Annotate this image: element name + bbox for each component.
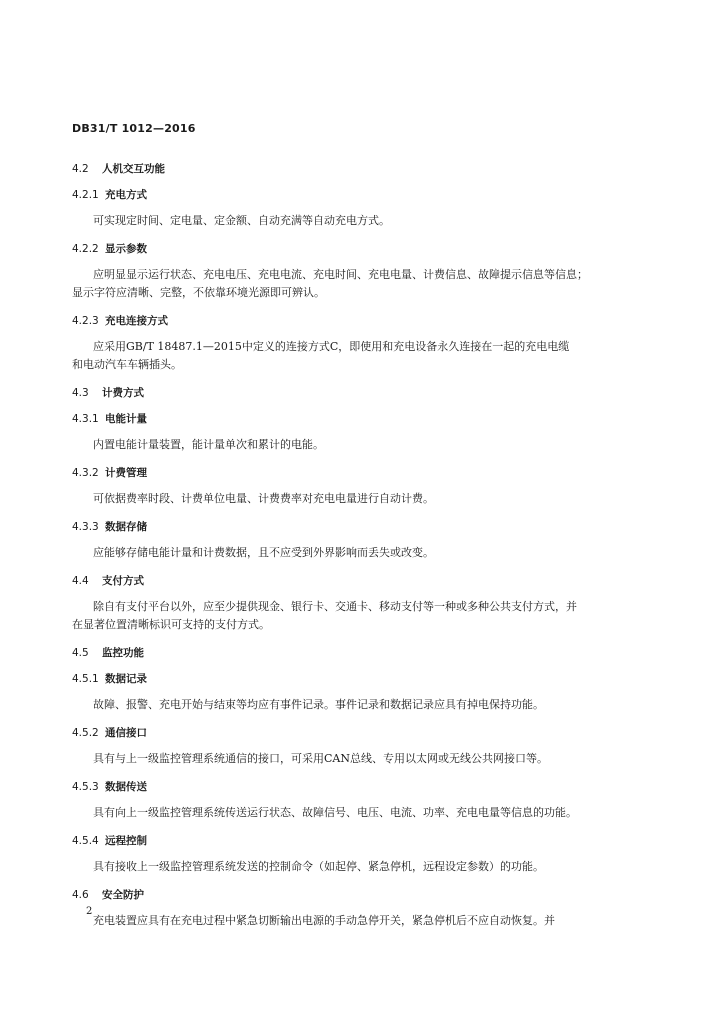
- section-title: 计费方式: [102, 387, 144, 399]
- section-heading: [72, 832, 652, 851]
- paragraph-line: 显示字符应清晰、完整，不依靠环境光源即可辨认。: [72, 286, 325, 299]
- section-number: 4.5.4: [72, 835, 99, 847]
- section-number: 4.2.3: [72, 315, 99, 327]
- section-heading: [72, 572, 652, 591]
- section-title: 通信接口: [105, 727, 147, 739]
- page-number: 2: [86, 906, 93, 917]
- section-number: 4.5.3: [72, 781, 99, 793]
- paragraph-line: 应采用GB/T 18487.1—2015中定义的连接方式C，即使用和充电设备永久连接在一起的充电电缆: [93, 340, 570, 353]
- section-title: 安全防护: [102, 889, 144, 901]
- section-heading: [72, 160, 652, 179]
- section-paragraph: [72, 804, 652, 822]
- section-paragraph: [72, 436, 652, 454]
- section-heading: [72, 778, 652, 797]
- paragraph-line: 充电装置应具有在充电过程中紧急切断输出电源的手动急停开关，紧急停机后不应自动恢复。并: [93, 914, 555, 927]
- paragraph-line: 具有接收上一级监控管理系统发送的控制命令（如起停、紧急停机，远程设定参数）的功能。: [93, 860, 544, 873]
- section-paragraph: [72, 912, 652, 930]
- section-heading: [72, 518, 652, 537]
- paragraph-line: 应能够存储电能计量和计费数据，且不应受到外界影响而丢失或改变。: [93, 546, 434, 559]
- section-title: 显示参数: [105, 243, 147, 255]
- section-number: 4.3.2: [72, 467, 99, 479]
- paragraph-line: 具有向上一级监控管理系统传送运行状态、故障信号、电压、电流、功率、充电电量等信息的功能。: [93, 806, 577, 819]
- paragraph-line: 应明显显示运行状态、充电电压、充电电流、充电时间、充电电量、计费信息、故障提示信息等信息；: [93, 268, 588, 281]
- section-title: 充电方式: [105, 189, 147, 201]
- section-paragraph: [72, 750, 652, 768]
- section-heading: [72, 670, 652, 689]
- paragraph-line: 具有与上一级监控管理系统通信的接口，可采用CAN总线、专用以太网或无线公共网接口等。: [93, 752, 548, 765]
- section-heading: [72, 644, 652, 663]
- section-number: 4.2: [72, 163, 89, 175]
- section-number: 4.3.3: [72, 521, 99, 533]
- section-paragraph: [72, 696, 652, 714]
- document-body: [72, 160, 652, 940]
- paragraph-line: 和电动汽车车辆插头。: [72, 358, 182, 371]
- section-heading: [72, 410, 652, 429]
- section-title: 人机交互功能: [102, 163, 165, 175]
- section-paragraph: [72, 598, 652, 634]
- section-heading: [72, 312, 652, 331]
- section-heading: [72, 464, 652, 483]
- paragraph-line: 在显著位置清晰标识可支持的支付方式。: [72, 618, 270, 631]
- section-number: 4.5.2: [72, 727, 99, 739]
- section-number: 4.3: [72, 387, 89, 399]
- paragraph-line: 可实现定时间、定电量、定金额、自动充满等自动充电方式。: [93, 214, 390, 227]
- section-title: 数据传送: [105, 781, 147, 793]
- section-title: 数据记录: [105, 673, 147, 685]
- section-title: 计费管理: [105, 467, 147, 479]
- section-paragraph: [72, 266, 652, 302]
- section-title: 监控功能: [102, 647, 144, 659]
- section-heading: [72, 186, 652, 205]
- section-number: 4.2.1: [72, 189, 99, 201]
- document-id-header: DB31/T 1012—2016: [72, 122, 196, 135]
- section-title: 数据存储: [105, 521, 147, 533]
- section-title: 远程控制: [105, 835, 147, 847]
- section-paragraph: [72, 544, 652, 562]
- section-number: 4.4: [72, 575, 89, 587]
- section-number: 4.2.2: [72, 243, 99, 255]
- section-title: 电能计量: [105, 413, 147, 425]
- section-heading: [72, 724, 652, 743]
- section-heading: [72, 240, 652, 259]
- section-paragraph: [72, 338, 652, 374]
- section-number: 4.5.1: [72, 673, 99, 685]
- section-number: 4.5: [72, 647, 89, 659]
- section-heading: [72, 384, 652, 403]
- section-paragraph: [72, 858, 652, 876]
- paragraph-line: 故障、报警、充电开始与结束等均应有事件记录。事件记录和数据记录应具有掉电保持功能。: [93, 698, 544, 711]
- paragraph-line: 可依据费率时段、计费单位电量、计费费率对充电电量进行自动计费。: [93, 492, 434, 505]
- section-number: 4.3.1: [72, 413, 99, 425]
- section-paragraph: [72, 212, 652, 230]
- section-number: 4.6: [72, 889, 89, 901]
- section-heading: [72, 886, 652, 905]
- section-paragraph: [72, 490, 652, 508]
- section-title: 支付方式: [102, 575, 144, 587]
- paragraph-line: 内置电能计量装置，能计量单次和累计的电能。: [93, 438, 324, 451]
- section-title: 充电连接方式: [105, 315, 168, 327]
- paragraph-line: 除自有支付平台以外，应至少提供现金、银行卡、交通卡、移动支付等一种或多种公共支付方式，并: [93, 600, 577, 613]
